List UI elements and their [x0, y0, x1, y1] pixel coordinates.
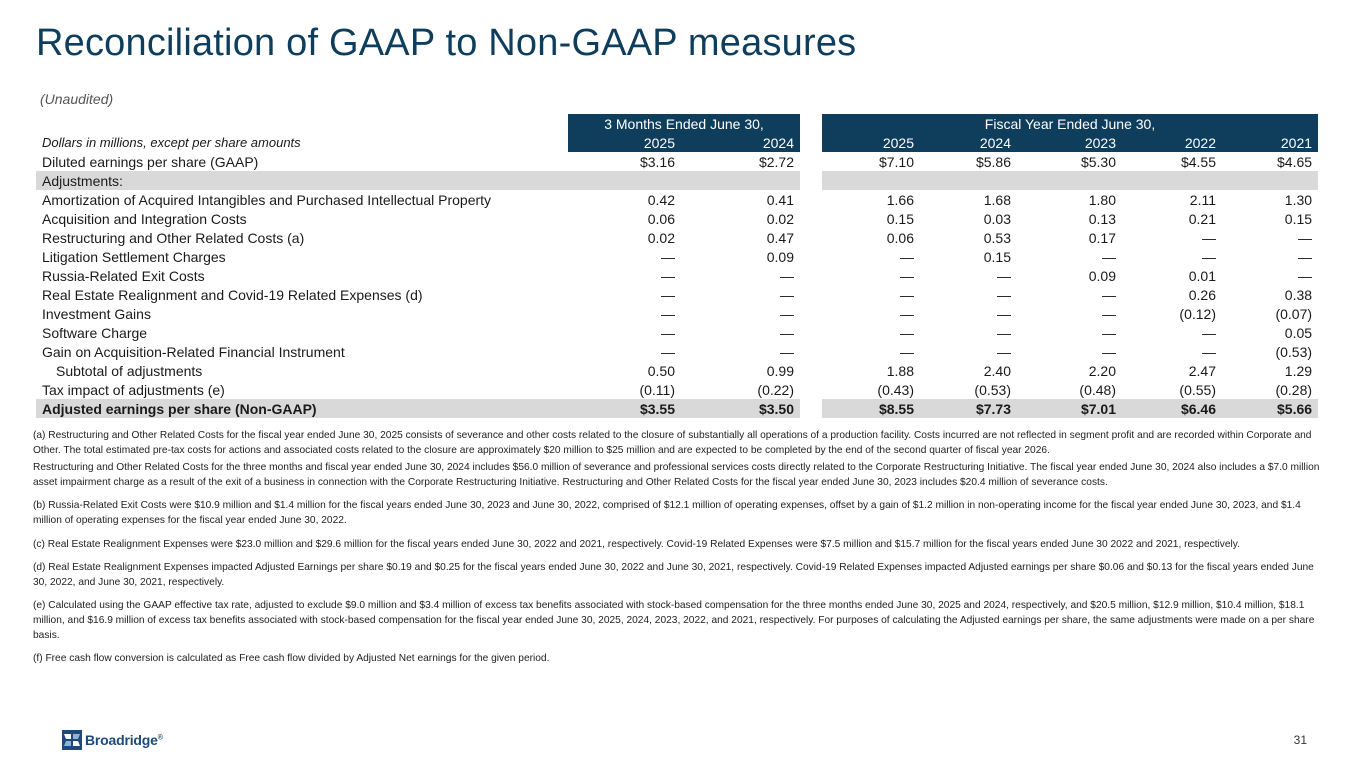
value-cell: 0.15 — [886, 210, 914, 227]
row-label: Gain on Acquisition-Related Financial Instrument — [42, 343, 345, 360]
footnote-d: (d) Real Estate Realignment Expenses impacted Adjusted Earnings per share $0.19 and $0.25 for the fiscal years ended June 30, 2022 and June 30, 2021, respectively. Covid-19 Related Expenses impacted Adjusted earnings per share $0.06 and $0.13 for the fiscal years ended June 30, 2022, and June 30, 2021, respectively. — [33, 562, 1314, 588]
year-header: 2023 — [1017, 133, 1122, 152]
value-cell: (0.07) — [1275, 305, 1313, 322]
value-cell: $3.55 — [568, 399, 681, 418]
table-row — [36, 152, 1318, 171]
value-cell: — — [997, 343, 1011, 360]
footnote-a: (a) Restructuring and Other Related Costs for the fiscal year ended June 30, 2025 consists of severance and other costs related to the closure of substantially all operations of a production facility. Costs incurred are not reflected in segment profit and are recorded within Corporate and Other. The total estimated pre-tax costs for actions and associated costs related to the closure are approximately $20 million to $25 million and are expected to be completed by the end of the second quarter of fiscal year 2026. — [33, 430, 1312, 456]
table-row — [36, 380, 1318, 399]
value-cell: — — [1102, 248, 1116, 265]
footnote-a-continued: Restructuring and Other Related Costs for the three months and fiscal year ended June 30, 2024 includes $56.0 million of severance and professional services costs directly related to the Corporate Restructuring Initiative. The fiscal year ended June 30, 2024 also includes a $7.0 million asset impairment charge as a result of the exit of a business in connection with the Corporate Restructuring Initiative. Restructuring and Other Related Costs for the fiscal year ended June 30, 2023 includes $20.4 million of severance costs. — [33, 462, 1320, 488]
value-cell: $6.46 — [1122, 399, 1222, 418]
value-cell: 2.11 — [1189, 191, 1216, 208]
value-cell: — — [1202, 343, 1216, 360]
value-cell: — — [661, 343, 675, 360]
value-cell: 0.06 — [647, 210, 675, 227]
value-cell: — — [780, 267, 794, 284]
reconciliation-table-container — [36, 114, 1318, 418]
value-cell: 0.53 — [983, 229, 1011, 246]
value-cell: $5.86 — [975, 153, 1011, 170]
row-label: Adjusted earnings per share (Non-GAAP) — [36, 399, 568, 418]
value-cell: — — [780, 305, 794, 322]
value-cell: $3.50 — [681, 399, 800, 418]
year-header: 2024 — [920, 133, 1017, 152]
value-cell: $4.65 — [1277, 153, 1313, 170]
value-cell: — — [1298, 229, 1313, 246]
value-cell: 0.02 — [647, 229, 675, 246]
value-cell: — — [1202, 324, 1216, 341]
reconciliation-table — [36, 114, 1318, 418]
footnote-f: (f) Free cash flow conversion is calculated as Free cash flow divided by Adjusted Net earnings for the given period. — [33, 653, 550, 665]
value-cell: 2.20 — [1088, 362, 1116, 379]
value-cell: 1.80 — [1088, 191, 1116, 208]
table-row — [36, 266, 1318, 285]
value-cell: (0.11) — [639, 381, 675, 398]
year-header: 2022 — [1122, 133, 1222, 152]
units-label: Dollars in millions, except per share amounts — [42, 135, 301, 150]
value-cell: — — [1298, 267, 1313, 284]
row-label: Adjustments: — [36, 171, 568, 190]
header-year-row — [36, 133, 1318, 152]
table-row — [36, 228, 1318, 247]
value-cell: $7.73 — [920, 399, 1017, 418]
row-label: Real Estate Realignment and Covid-19 Related Expenses (d) — [42, 286, 423, 303]
row-label: Software Charge — [42, 324, 148, 341]
value-cell: — — [900, 286, 914, 303]
value-cell: $7.10 — [878, 153, 914, 170]
value-cell: 0.03 — [983, 210, 1011, 227]
value-cell: 0.26 — [1188, 286, 1216, 303]
page-title: Reconciliation of GAAP to Non-GAAP measures — [36, 22, 857, 64]
value-cell: — — [1298, 248, 1313, 265]
value-cell — [822, 171, 920, 190]
footnotes — [33, 429, 1323, 670]
value-cell: 2.47 — [1188, 362, 1216, 379]
value-cell: 0.15 — [1284, 210, 1313, 227]
value-cell: $3.16 — [639, 153, 675, 170]
footnote-c: (c) Real Estate Realignment Expenses were $23.0 million and $29.6 million for the fiscal years ended June 30, 2022 and 2021, respectively. Covid-19 Related Expenses were $7.5 million and $15.7 million for the fiscal years ended June 30 2022 and 2021, respectively. — [33, 538, 1240, 550]
row-label: Acquisition and Integration Costs — [42, 210, 247, 227]
value-cell: 0.02 — [766, 210, 794, 227]
page-number: 31 — [1293, 733, 1307, 747]
row-label: Restructuring and Other Related Costs (a) — [42, 229, 305, 246]
value-cell: — — [1202, 229, 1216, 246]
table-row — [36, 190, 1318, 209]
value-cell — [1222, 171, 1318, 190]
value-cell: — — [1102, 286, 1116, 303]
value-cell: 1.66 — [886, 191, 914, 208]
value-cell: — — [661, 286, 675, 303]
value-cell: — — [997, 267, 1011, 284]
value-cell: — — [997, 286, 1011, 303]
value-cell: — — [900, 267, 914, 284]
value-cell: — — [900, 248, 914, 265]
value-cell: 0.50 — [647, 362, 675, 379]
value-cell: 0.09 — [766, 248, 794, 265]
table-row — [36, 323, 1318, 342]
value-cell: — — [661, 305, 675, 322]
value-cell — [681, 171, 800, 190]
value-cell: 0.47 — [766, 229, 794, 246]
year-header: 2021 — [1222, 133, 1318, 152]
row-label: Litigation Settlement Charges — [42, 248, 226, 265]
row-label: Russia-Related Exit Costs — [42, 267, 205, 284]
footnote-b: (b) Russia-Related Exit Costs were $10.9 million and $1.4 million for the fiscal years ended June 30, 2023 and June 30, 2022, comprised of $12.1 million of operating expenses, offset by a gain of $1.2 million in non-operating income for the fiscal year ended June 30, 2023, and $1.4 million of operating expenses for the fiscal year ended June 30, 2022. — [33, 500, 1301, 526]
value-cell: — — [1102, 305, 1116, 322]
value-cell: (0.53) — [1275, 343, 1313, 360]
value-cell: 0.06 — [886, 229, 914, 246]
value-cell: 0.05 — [1284, 324, 1313, 341]
fiscal-band-header: Fiscal Year Ended June 30, — [822, 114, 1318, 133]
value-cell: — — [997, 305, 1011, 322]
value-cell: $7.01 — [1017, 399, 1122, 418]
broadridge-logo-icon — [62, 730, 82, 750]
value-cell: (0.53) — [974, 381, 1011, 398]
row-label: Diluted earnings per share (GAAP) — [42, 153, 259, 170]
header-band-row — [36, 114, 1318, 133]
value-cell: — — [661, 248, 675, 265]
value-cell: — — [997, 324, 1011, 341]
value-cell: $2.72 — [758, 153, 794, 170]
quarter-band-header: 3 Months Ended June 30, — [568, 114, 800, 133]
value-cell: (0.55) — [1179, 381, 1216, 398]
value-cell: (0.48) — [1079, 381, 1116, 398]
year-header: 2025 — [568, 133, 681, 152]
value-cell: 0.17 — [1088, 229, 1116, 246]
table-row — [36, 342, 1318, 361]
value-cell: — — [1102, 324, 1116, 341]
value-cell: 0.21 — [1188, 210, 1216, 227]
table-row — [36, 361, 1318, 380]
broadridge-logo — [62, 729, 163, 751]
value-cell: (0.28) — [1275, 381, 1313, 398]
value-cell: 0.15 — [983, 248, 1011, 265]
footnote-e: (e) Calculated using the GAAP effective tax rate, adjusted to exclude $9.0 million and $3.4 million of excess tax benefits associated with stock-based compensation for the three months ended June 30, 2025 and 2024, respectively, and $20.5 million, $12.9 million, $10.4 million, $18.1 million, and $16.9 million of excess tax benefits associated with stock-based compensation for the fiscal year ended June 30, 2025, 2024, 2023, 2022, and 2021, respectively. For purposes of calculating the Adjusted earnings per share, the same adjustments were made on a per share basis. — [33, 600, 1315, 641]
value-cell: — — [780, 286, 794, 303]
unaudited-label: (Unaudited) — [40, 91, 114, 107]
value-cell: 0.38 — [1284, 286, 1313, 303]
row-label: Subtotal of adjustments — [56, 362, 203, 379]
value-cell: 1.29 — [1284, 362, 1313, 379]
table-row — [36, 209, 1318, 228]
table-row — [36, 247, 1318, 266]
broadridge-logo-text: Broadridge® — [85, 732, 163, 748]
value-cell: (0.43) — [877, 381, 914, 398]
value-cell: — — [661, 267, 675, 284]
value-cell: 1.88 — [886, 362, 914, 379]
value-cell: — — [1202, 248, 1216, 265]
row-label: Tax impact of adjustments (e) — [42, 381, 225, 398]
value-cell: 0.41 — [766, 191, 794, 208]
value-cell — [920, 171, 1017, 190]
value-cell: 0.13 — [1088, 210, 1116, 227]
value-cell: 1.30 — [1284, 191, 1313, 208]
year-header: 2024 — [681, 133, 800, 152]
value-cell — [568, 171, 681, 190]
value-cell — [1017, 171, 1122, 190]
value-cell: 1.68 — [983, 191, 1011, 208]
year-header: 2025 — [822, 133, 920, 152]
value-cell: $8.55 — [822, 399, 920, 418]
table-row — [36, 171, 1318, 190]
value-cell: — — [1102, 343, 1116, 360]
row-label: Amortization of Acquired Intangibles and Purchased Intellectual Property — [42, 191, 492, 208]
value-cell — [1122, 171, 1222, 190]
row-label: Investment Gains — [42, 305, 151, 322]
value-cell: 0.99 — [766, 362, 794, 379]
value-cell: — — [900, 324, 914, 341]
value-cell: $5.66 — [1222, 399, 1318, 418]
value-cell: — — [780, 343, 794, 360]
value-cell: (0.22) — [757, 381, 794, 398]
value-cell: — — [900, 305, 914, 322]
value-cell: 0.09 — [1088, 267, 1116, 284]
value-cell: 2.40 — [983, 362, 1011, 379]
value-cell: (0.12) — [1179, 305, 1216, 322]
table-row — [36, 304, 1318, 323]
table-row — [36, 285, 1318, 304]
value-cell: 0.01 — [1188, 267, 1216, 284]
value-cell: $5.30 — [1080, 153, 1116, 170]
value-cell: — — [900, 343, 914, 360]
value-cell: — — [780, 324, 794, 341]
value-cell: 0.42 — [647, 191, 675, 208]
value-cell: — — [661, 324, 675, 341]
value-cell: $4.55 — [1180, 153, 1216, 170]
table-row — [36, 399, 1318, 418]
